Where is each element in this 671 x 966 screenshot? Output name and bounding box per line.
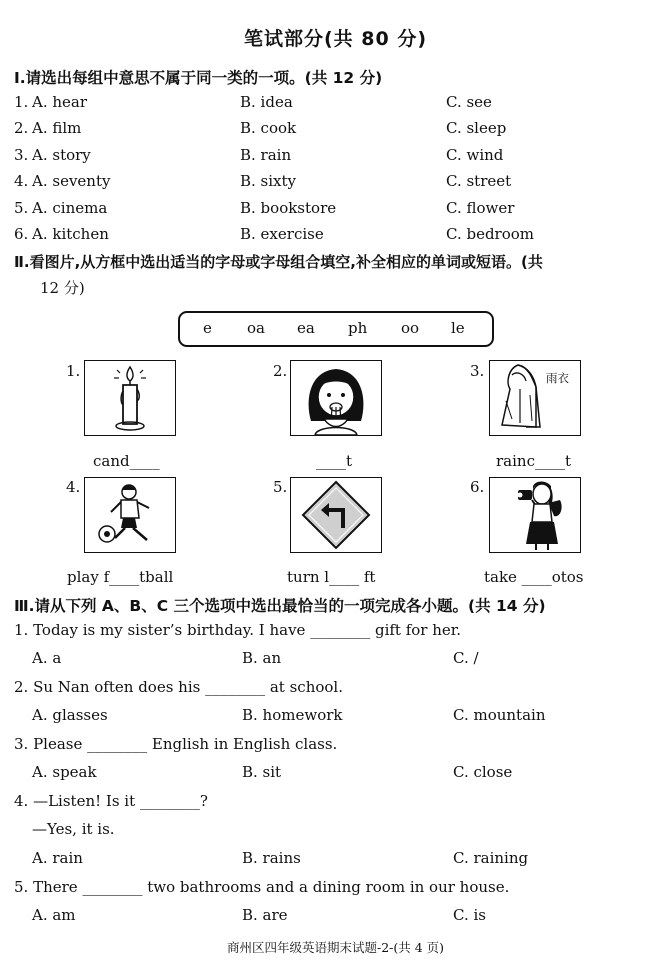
s3-q2-option-a: A. glasses (32, 706, 108, 724)
word-option: oo (401, 319, 420, 337)
s1-q2-option-c: C. sleep (446, 119, 507, 137)
s1-q5-num: 5. (14, 199, 29, 217)
s3-q1-option-a: A. a (32, 649, 62, 667)
s1-q2-num: 2. (14, 119, 29, 137)
s1-q6-num: 6. (14, 225, 29, 243)
word-option: oa (247, 319, 265, 337)
s1-q1-option-a: A. hear (32, 93, 88, 111)
picture-1-number: 1. (66, 362, 81, 380)
word-box (178, 311, 494, 347)
s3-q1-stem: 1. Today is my sister’s birthday. I have ________ gift for her. (14, 621, 462, 639)
s3-q4-stem: 4. —Listen! Is it ________? (14, 792, 208, 810)
word-option: e (203, 319, 212, 337)
picture-3 (489, 360, 581, 436)
s3-q4-option-c: C. raining (453, 849, 529, 867)
picture-5 (290, 477, 382, 553)
picture-1-caption: cand____ (93, 452, 160, 470)
s1-q3-option-a: A. story (32, 146, 91, 164)
s3-q4-response: —Yes, it is. (32, 820, 115, 838)
s3-q3-option-a: A. speak (32, 763, 97, 781)
picture-6-caption: take ____otos (484, 568, 584, 586)
picture-6-number: 6. (470, 478, 485, 496)
word-option: ph (348, 319, 368, 337)
picture-5-caption: turn l____ ft (287, 568, 376, 586)
s3-q5-stem: 5. There ________ two bathrooms and a dining room in our house. (14, 878, 510, 896)
section1-heading: Ⅰ.请选出每组中意思不属于同一类的一项。(共 12 分) (14, 69, 383, 87)
s1-q3-option-b: B. rain (240, 146, 292, 164)
picture-2 (290, 360, 382, 436)
s3-q5-option-a: A. am (32, 906, 76, 924)
s1-q6-option-a: A. kitchen (32, 225, 109, 243)
boy-kicking-football-icon (85, 478, 175, 552)
section2-heading-cont: 12 分) (40, 279, 85, 297)
s1-q2-option-b: B. cook (240, 119, 297, 137)
section3-heading: Ⅲ.请从下列 A、B、C 三个选项中选出最恰当的一项完成各小题。(共 14 分) (14, 597, 546, 615)
s3-q2-option-c: C. mountain (453, 706, 546, 724)
s1-q6-option-c: C. bedroom (446, 225, 535, 243)
s3-q2-option-b: B. homework (242, 706, 343, 724)
s3-q1-option-c: C. / (453, 649, 479, 667)
section2-heading: Ⅱ.看图片,从方框中选出适当的字母或字母组合填空,补全相应的单词或短语。(共 (14, 253, 543, 271)
s1-q5-option-b: B. bookstore (240, 199, 337, 217)
picture-6 (489, 477, 581, 553)
s1-q3-num: 3. (14, 146, 29, 164)
s3-q2-stem: 2. Su Nan often does his ________ at school. (14, 678, 343, 696)
picture-4-number: 4. (66, 478, 81, 496)
picture-4 (84, 477, 176, 553)
girl-taking-photo-icon (490, 478, 580, 552)
s1-q5-option-a: A. cinema (32, 199, 108, 217)
s1-q4-option-a: A. seventy (32, 172, 111, 190)
word-option: le (451, 319, 465, 337)
s3-q1-option-b: B. an (242, 649, 282, 667)
s1-q4-option-b: B. sixty (240, 172, 297, 190)
word-option: ea (297, 319, 315, 337)
s3-q5-option-b: B. are (242, 906, 288, 924)
s3-q5-option-c: C. is (453, 906, 486, 924)
picture-3-number: 3. (470, 362, 485, 380)
picture-4-caption: play f____tball (67, 568, 174, 586)
turn-left-sign-icon (291, 478, 381, 552)
s1-q4-option-c: C. street (446, 172, 512, 190)
picture-5-number: 5. (273, 478, 288, 496)
page-footer: 商州区四年级英语期末试题-2-(共 4 页) (226, 940, 445, 955)
s1-q5-option-c: C. flower (446, 199, 515, 217)
s3-q3-stem: 3. Please ________ English in English class. (14, 735, 338, 753)
s3-q4-option-b: B. rains (242, 849, 301, 867)
s1-q1-option-b: B. idea (240, 93, 293, 111)
s1-q1-num: 1. (14, 93, 29, 111)
s3-q3-option-b: B. sit (242, 763, 282, 781)
picture-2-number: 2. (273, 362, 288, 380)
picture-3-caption: rainc____t (496, 452, 571, 470)
s3-q3-option-c: C. close (453, 763, 513, 781)
raincoat-chinese-label: 雨衣 (546, 371, 569, 385)
s1-q6-option-b: B. exercise (240, 225, 324, 243)
girl-eating-noodles-icon (291, 361, 381, 435)
s1-q4-num: 4. (14, 172, 29, 190)
s1-q3-option-c: C. wind (446, 146, 504, 164)
page-title: 笔试部分(共 80 分) (243, 28, 428, 50)
candle-icon (85, 361, 175, 435)
s3-q4-option-a: A. rain (32, 849, 83, 867)
s1-q1-option-c: C. see (446, 93, 492, 111)
picture-2-caption: ____t (316, 452, 353, 470)
s1-q2-option-a: A. film (32, 119, 82, 137)
picture-1 (84, 360, 176, 436)
